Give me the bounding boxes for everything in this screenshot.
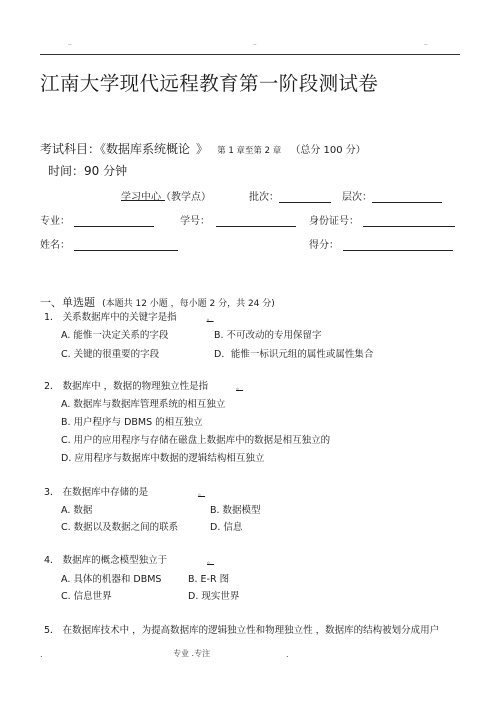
study-center-label: 学习中心（教学点） bbox=[121, 192, 211, 203]
question-2-option-a: A. 数据库与数据库管理系统的相互独立 bbox=[61, 399, 226, 410]
question-4-option-a: A. 具体的机器和 DBMS bbox=[61, 574, 162, 585]
exam-time: 时间：90 分钟 bbox=[48, 164, 128, 178]
answer-blank[interactable]: 。 bbox=[236, 383, 244, 391]
batch-label: 批次： bbox=[249, 188, 331, 203]
section-title: 一、单选题 bbox=[40, 296, 95, 309]
question-4-option-b: B. E-R 图 bbox=[188, 574, 230, 585]
question-1-option-c: C. 关键的很重要的字段 bbox=[61, 349, 160, 360]
level-label: 层次： bbox=[342, 188, 442, 203]
exam-subject-suffix: 》 bbox=[196, 142, 209, 156]
question-2-option-c: C. 用户的应用程序与存储在磁盘上数据库中的数据是相互独立的 bbox=[61, 435, 331, 446]
student-id-field[interactable] bbox=[216, 215, 296, 227]
section-note: (本题共 12 小题 ，每小题 2 分，共 24 分) bbox=[102, 299, 275, 309]
question-3-option-a: A. 数据 bbox=[61, 505, 93, 516]
question-3-option-c: C. 数据以及数据之间的联系 bbox=[61, 522, 179, 533]
question-1-option-d: D．能惟一标识元组的属性或属性集合 bbox=[214, 349, 374, 360]
question-3-stem: 3． 在数据库中存储的是 。 bbox=[44, 487, 206, 498]
exam-subject-line bbox=[40, 138, 366, 157]
question-1-stem: 1． 关系数据库中的关键字是指 。 bbox=[44, 312, 214, 323]
student-id-label: 学号： bbox=[180, 212, 296, 227]
study-center-underline bbox=[121, 200, 165, 201]
header-dot: .. bbox=[68, 40, 72, 47]
header-dot: .. bbox=[253, 40, 257, 47]
question-4-option-d: D. 现实世界 bbox=[188, 591, 240, 602]
name-label: 姓名： bbox=[40, 236, 178, 251]
major-field[interactable] bbox=[74, 215, 154, 227]
question-2-option-b: B. 用户程序与 DBMS 的相互独立 bbox=[61, 417, 203, 428]
answer-blank[interactable]: 。 bbox=[206, 314, 214, 322]
id-card-field[interactable] bbox=[363, 215, 455, 227]
document-title: 江南大学现代远程教育第一阶段测试卷 bbox=[40, 72, 379, 95]
question-4-option-c: C. 信息世界 bbox=[61, 591, 112, 602]
exam-subject-prefix: 考试科目：《数据库系统概论 bbox=[40, 142, 191, 156]
exam-total-score: （总分 100 分） bbox=[290, 145, 366, 156]
question-2-stem: 2． 数据库中 ，数据的物理独立性是指 。 bbox=[44, 381, 244, 392]
question-2-option-d: D. 应用程序与数据库中数据的逻辑结构相互独立 bbox=[61, 453, 265, 464]
question-1-option-a: A. 能惟一决定关系的字段 bbox=[61, 330, 169, 341]
question-4-stem: 4． 数据库的概念模型独立于 。 bbox=[44, 555, 215, 566]
footer-dot-right: . bbox=[286, 650, 289, 659]
section-heading bbox=[40, 291, 275, 310]
id-card-label: 身份证号： bbox=[309, 212, 455, 227]
batch-field[interactable] bbox=[279, 191, 331, 203]
answer-blank[interactable]: 。 bbox=[207, 557, 215, 565]
level-field[interactable] bbox=[372, 191, 442, 203]
question-3-option-b: B. 数据模型 bbox=[210, 505, 261, 516]
footer-text: 专业 .专注 bbox=[173, 649, 211, 658]
answer-blank[interactable]: 。 bbox=[198, 489, 206, 497]
question-3-option-d: D. 信息 bbox=[210, 522, 243, 533]
name-field[interactable] bbox=[74, 239, 178, 251]
score-label: 得分： bbox=[309, 236, 453, 251]
footer-dot-left: . bbox=[40, 650, 43, 659]
major-label: 专业： bbox=[40, 212, 154, 227]
score-field[interactable] bbox=[343, 239, 453, 251]
exam-chapters: 第 1 章至第 2 章 bbox=[217, 146, 282, 156]
header-dot: .. bbox=[424, 40, 428, 47]
question-1-option-b: B. 不可改动的专用保留字 bbox=[214, 330, 322, 341]
question-5-stem: 5． 在数据库技术中 ，为提高数据库的逻辑独立性和物理独立性 ，数据库的结构被划分成用户 bbox=[44, 625, 440, 636]
header-rule bbox=[40, 54, 460, 55]
